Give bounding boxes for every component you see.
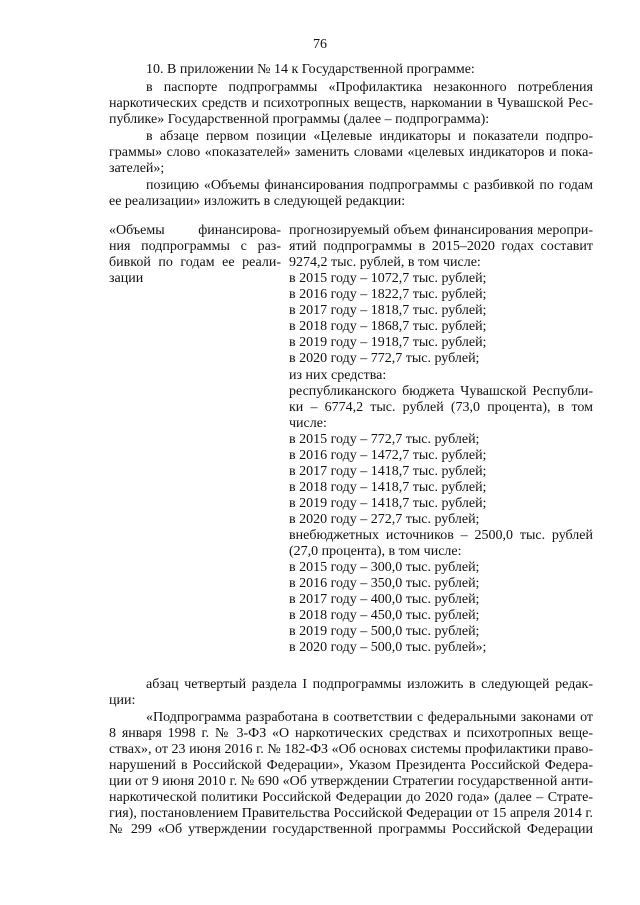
indicators-paragraph-line-1: в абзаце первом позиции «Целевые индикаторы и показатели подпро- (146, 129, 593, 144)
paragraph-10-heading: 10. В приложении № 14 к Государственной программе: (146, 62, 475, 77)
table-right-line-19: в 2020 году – 272,7 тыс. рублей; (289, 511, 480, 527)
table-right-line-3: 9274,2 тыс. рублей, в том числе: (289, 255, 481, 271)
position-paragraph-line-2: ее реализации» изложить в следующей редакции: (109, 194, 406, 209)
table-right-line-17: в 2018 году – 1418,7 тыс. рублей; (289, 479, 487, 495)
page-number: 76 (313, 37, 327, 52)
table-left-line-2: ния подпрограммы с раз- (109, 239, 281, 254)
table-right-line-8: в 2019 году – 1918,7 тыс. рублей; (289, 335, 487, 351)
table-right-line-2: ятий подпрограммы в 2015–2020 годах составит (289, 239, 593, 255)
table-right-line-9: в 2020 году – 772,7 тыс. рублей; (289, 351, 480, 367)
table-right-line-14: в 2015 году – 772,7 тыс. рублей; (289, 431, 480, 447)
table-right-line-15: в 2016 году – 1472,7 тыс. рублей; (289, 447, 487, 463)
table-right-line-16: в 2017 году – 1418,7 тыс. рублей; (289, 463, 487, 479)
subprogram-paragraph-line-3: ствах», от 23 июня 2016 г. № 182-ФЗ «Об основах системы профилактики право- (109, 742, 593, 757)
table-right-line-26: в 2019 году – 500,0 тыс. рублей; (289, 624, 480, 640)
subprogram-paragraph-line-5: ции от 9 июня 2010 г. № 690 «Об утверждении Стратегии государственной анти- (109, 774, 593, 789)
indicators-paragraph-line-3: зателей»; (109, 161, 165, 176)
table-right-line-12: ки – 6774,2 тыс. рублей (73,0 процента), в том (289, 399, 593, 415)
passport-paragraph-line-2: наркотических средств и психотропных веществ, наркомании в Чувашской Рес- (109, 96, 593, 111)
subprogram-paragraph-line-7: гия), постановлением Правительства Российской Федерации от 15 апреля 2014 г. (109, 806, 593, 821)
table-left-line-3: бивкой по годам ее реали- (109, 255, 281, 270)
table-right-line-5: в 2016 году – 1822,7 тыс. рублей; (289, 287, 487, 303)
subprogram-paragraph-line-1: «Подпрограмма разработана в соответствии с федеральными законами от (146, 710, 593, 725)
table-right-line-27: в 2020 году – 500,0 тыс. рублей»; (289, 640, 487, 656)
table-left-line-4: зации (109, 271, 144, 286)
table-right-line-1: прогнозируемый объем финансирования меропри- (289, 223, 593, 238)
table-right-line-21: (27,0 процента), в том числе: (289, 544, 462, 559)
subprogram-paragraph-line-4: нарушений в Российской Федерации», Указом Президента Российской Федера- (109, 758, 593, 773)
table-right-line-6: в 2017 году – 1818,7 тыс. рублей; (289, 303, 487, 319)
table-right-line-4: в 2015 году – 1072,7 тыс. рублей; (289, 271, 487, 287)
position-paragraph-line-1: позицию «Объемы финансирования подпрограммы с разбивкой по годам (146, 178, 593, 193)
table-right-line-10: из них средства: (289, 367, 387, 383)
indicators-paragraph-line-2: граммы» слово «показателей» заменить словами «целевых индикаторов и пока- (109, 145, 593, 160)
passport-paragraph-line-1: в паспорте подпрограммы «Профилактика незаконного потребления (146, 80, 593, 95)
table-right-line-22: в 2015 году – 300,0 тыс. рублей; (289, 560, 480, 575)
table-right-line-7: в 2018 году – 1868,7 тыс. рублей; (289, 319, 487, 335)
section-paragraph-line-2: ции: (109, 693, 136, 708)
table-left-line-1: «Объемы финансирова- (109, 223, 281, 238)
table-right-line-18: в 2019 году – 1418,7 тыс. рублей; (289, 495, 487, 511)
passport-paragraph-line-3: публике» Государственной программы (далее – подпрограмма): (109, 112, 490, 127)
table-right-line-13: числе: (289, 415, 327, 431)
table-right-line-25: в 2018 году – 450,0 тыс. рублей; (289, 608, 480, 624)
subprogram-paragraph-line-6: наркотической политики Российской Федерации до 2020 года» (далее – Страте- (109, 790, 593, 805)
subprogram-paragraph-line-8: № 299 «Об утверждении государственной программы Российской Федерации (109, 822, 593, 837)
table-right-line-20: внебюджетных источников – 2500,0 тыс. рублей (289, 528, 593, 543)
table-right-line-24: в 2017 году – 400,0 тыс. рублей; (289, 592, 480, 608)
table-right-line-23: в 2016 году – 350,0 тыс. рублей; (289, 576, 480, 592)
table-right-line-11: республиканского бюджета Чувашской Республи- (289, 383, 593, 399)
section-paragraph-line-1: абзац четвертый раздела I подпрограммы изложить в следующей редак- (146, 677, 593, 692)
subprogram-paragraph-line-2: 8 января 1998 г. № 3-ФЗ «О наркотических средствах и психотропных веще- (109, 726, 593, 741)
